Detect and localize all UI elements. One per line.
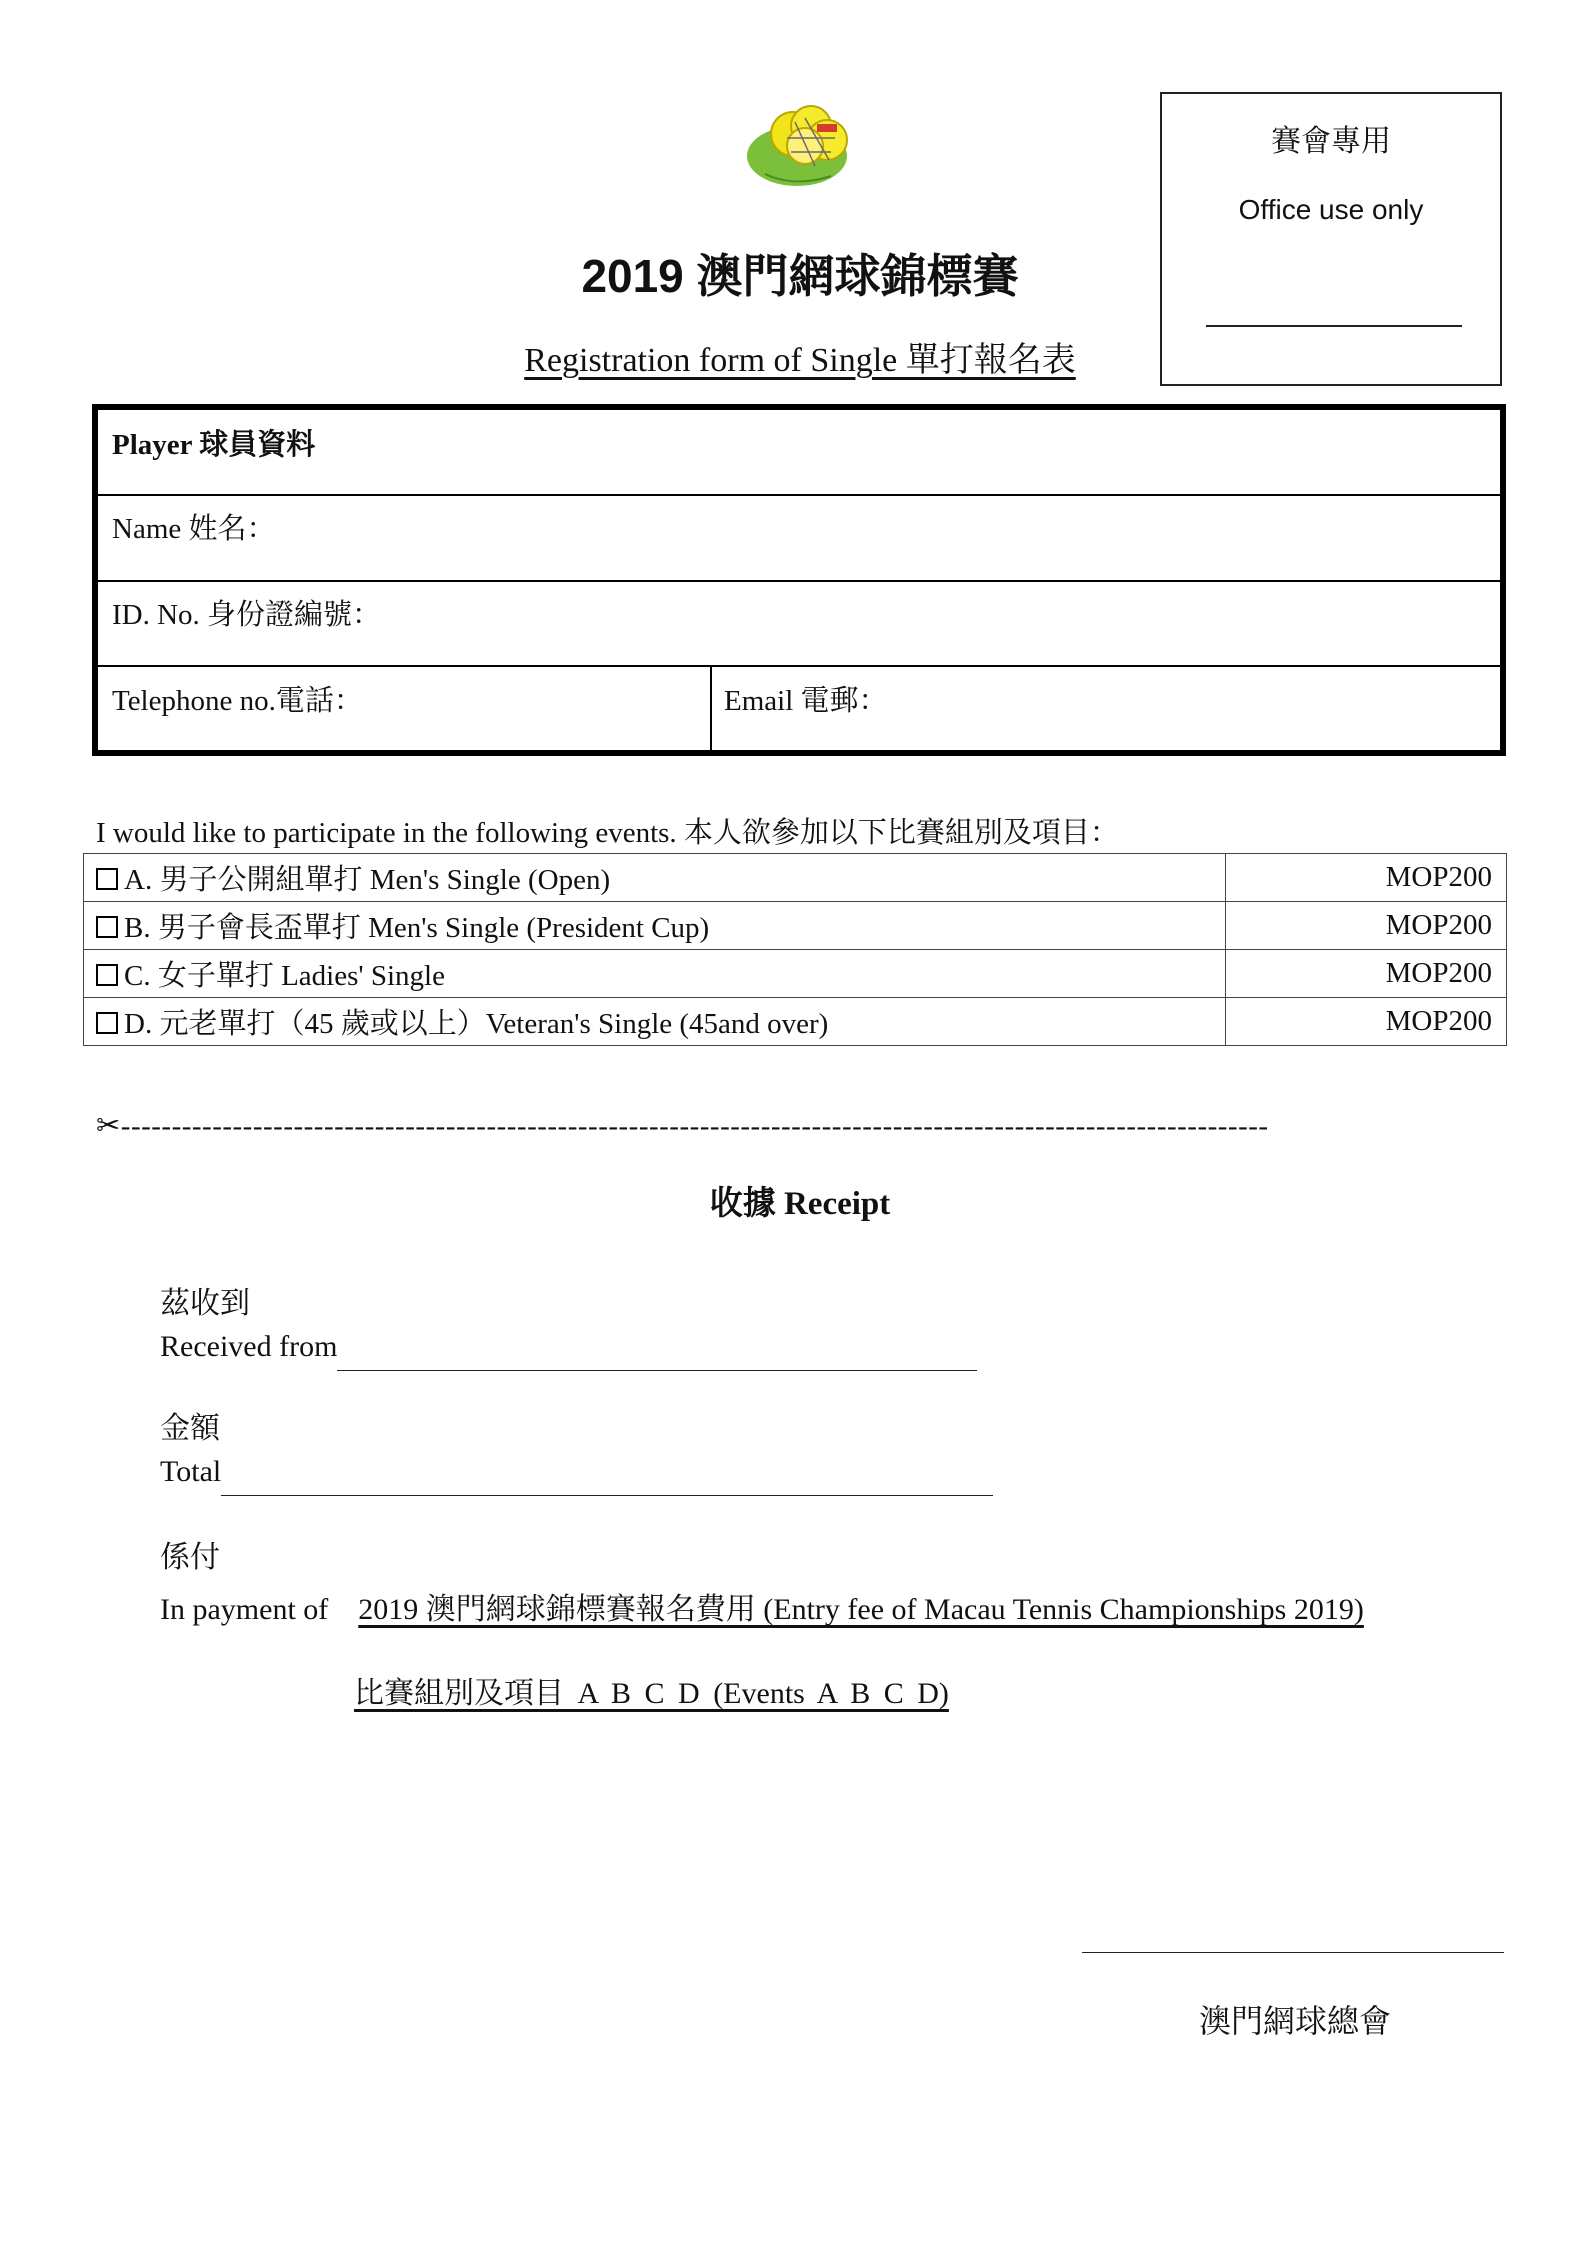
event-option[interactable] — [84, 998, 1226, 1046]
checkbox-icon[interactable] — [96, 964, 118, 986]
event-label: D. 元老單打（45 歲或以上）Veteran's Single (45and over) — [124, 1008, 829, 1040]
events-intro: I would like to participate in the following events. 本人欲參加以下比賽組別及項目： — [96, 817, 1119, 849]
id-field-label[interactable]: ID. No. 身份證編號： — [112, 599, 382, 631]
organization-name: 澳門網球總會 — [1198, 2003, 1391, 2039]
event-option[interactable] — [84, 902, 1226, 950]
scissors-cut-line: ✂----------------------------------------------------------------------------------------------------------------- — [96, 1110, 1269, 1142]
received-from-line[interactable] — [337, 1336, 977, 1371]
checkbox-icon[interactable] — [96, 868, 118, 890]
event-label: A. 男子公開組單打 Men's Single (Open) — [124, 864, 611, 896]
event-option[interactable] — [84, 854, 1226, 902]
phone-field-label[interactable]: Telephone no.電話： — [112, 685, 363, 717]
received-label-zh: 茲收到 — [160, 1287, 250, 1320]
row-divider — [98, 580, 1500, 582]
office-use-box — [1160, 92, 1502, 386]
receipt-title: 收據 Receipt — [709, 1186, 891, 1222]
event-row — [84, 998, 1507, 1046]
association-logo — [735, 96, 875, 196]
event-fee: MOP200 — [1226, 902, 1507, 950]
total-row — [160, 1455, 993, 1496]
payment-row — [160, 1584, 1364, 1628]
event-row — [84, 854, 1507, 902]
events-selection-line: 比賽組別及項目 A B C D (Events A B C D) — [354, 1677, 949, 1710]
office-label-zh: 賽會專用 — [1271, 125, 1391, 158]
event-option[interactable] — [84, 950, 1226, 998]
form-subtitle — [400, 332, 1200, 381]
player-info-table — [92, 404, 1506, 756]
payment-label-zh: 係付 — [160, 1541, 220, 1574]
event-row — [84, 902, 1507, 950]
player-header: Player 球員資料 — [112, 429, 316, 461]
event-fee: MOP200 — [1226, 998, 1507, 1046]
payment-label-en: In payment of — [160, 1593, 329, 1626]
office-label-en: Office use only — [1238, 194, 1424, 225]
event-fee: MOP200 — [1226, 950, 1507, 998]
payment-description: 2019 澳門網球錦標賽報名費用 (Entry fee of Macau Tennis Championships 2019) — [358, 1593, 1364, 1626]
checkbox-icon[interactable] — [96, 916, 118, 938]
total-label-zh: 金額 — [160, 1412, 220, 1445]
checkbox-icon[interactable] — [96, 1012, 118, 1034]
email-field-label[interactable]: Email 電郵： — [724, 685, 888, 717]
received-from-row — [160, 1330, 977, 1371]
signature-line — [1082, 1952, 1504, 1953]
total-line[interactable] — [221, 1461, 993, 1496]
office-signature-line — [1206, 325, 1462, 327]
row-divider — [98, 494, 1500, 496]
total-label-en: Total — [160, 1455, 222, 1488]
event-label: B. 男子會長盃單打 Men's Single (President Cup) — [124, 912, 710, 944]
event-label: C. 女子單打 Ladies' Single — [124, 960, 445, 992]
row-divider — [98, 665, 1500, 667]
page-title: 2019 澳門網球錦標賽 — [581, 250, 1019, 302]
received-label-en: Received from — [160, 1330, 338, 1363]
event-row — [84, 950, 1507, 998]
form-subtitle-text: Registration form of Single 單打報名表 — [524, 342, 1076, 379]
events-table — [83, 853, 1507, 1046]
name-field-label[interactable]: Name 姓名： — [112, 513, 276, 545]
event-fee: MOP200 — [1226, 854, 1507, 902]
